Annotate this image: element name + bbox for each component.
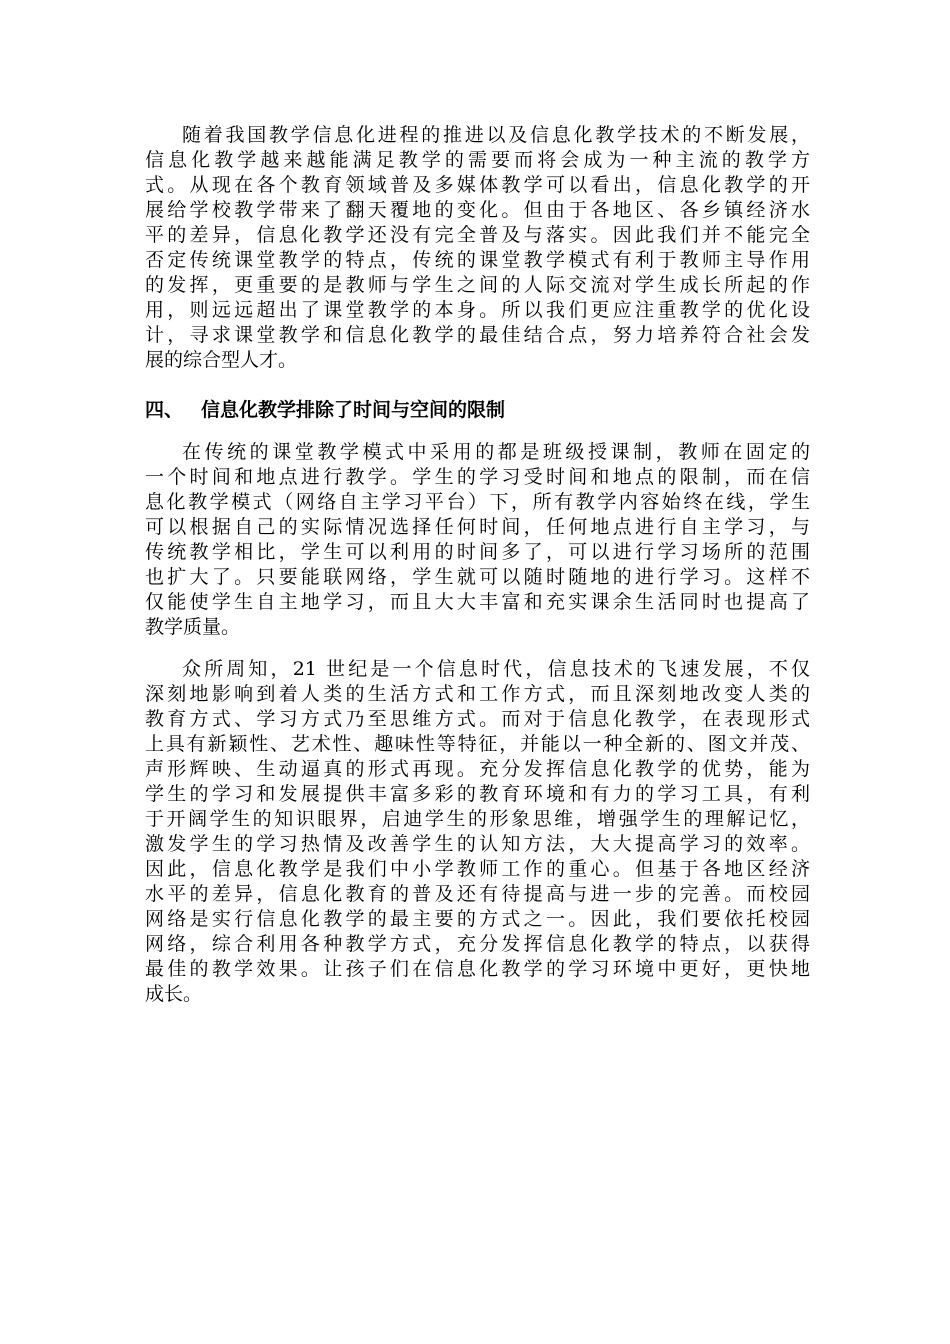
section-title: 信息化教学排除了时间与空间的限制 (201, 399, 506, 421)
text-line: 水平的差异，信息化教育的普及还有待提高与进一步的完善。而校园 (145, 883, 810, 905)
text-line: 深刻地影响到着人类的生活方式和工作方式，而且深刻地改变人类的 (145, 683, 810, 705)
section-number: 四、 (145, 399, 184, 421)
text-line: 教育方式、学习方式乃至思维方式。而对于信息化教学，在表现形式 (145, 708, 810, 730)
text-line: 仅能使学生自主地学习，而且大大丰富和充实课余生活同时也提高了 (145, 591, 810, 613)
text-line: 计，寻求课堂教学和信息化教学的最佳结合点，努力培养符合社会发 (145, 324, 810, 346)
text-line: 众所周知，21 世纪是一个信息时代，信息技术的飞速发展，不仅 (182, 658, 810, 680)
text-line: 一个时间和地点进行教学。学生的学习受时间和地点的限制，而在信 (145, 466, 810, 488)
text-line: 平的差异，信息化教学还没有完全普及与落实。因此我们并不能完全 (145, 224, 810, 246)
text-line: 可以根据自己的实际情况选择任何时间，任何地点进行自主学习，与 (145, 516, 810, 538)
text-line: 教学质量。 (145, 616, 241, 638)
text-line: 随着我国教学信息化进程的推进以及信息化教学技术的不断发展， (182, 124, 810, 146)
text-line: 成长。 (145, 983, 203, 1005)
text-line: 激发学生的学习热情及改善学生的认知方法，大大提高学习的效率。 (145, 833, 810, 855)
text-line: 信息化教学越来越能满足教学的需要而将会成为一种主流的教学方 (145, 149, 810, 171)
paragraph-3 (145, 657, 810, 1007)
text-line: 网络是实行信息化教学的最主要的方式之一。因此，我们要依托校园 (145, 908, 810, 930)
text-line: 用，则远远超出了课堂教学的本身。所以我们更应注重教学的优化设 (145, 299, 810, 321)
text-line: 也扩大了。只要能联网络，学生就可以随时随地的进行学习。这样不 (145, 566, 810, 588)
text-line: 学生的学习和发展提供丰富多彩的教育环境和有力的学习工具，有利 (145, 783, 810, 805)
text-line: 在传统的课堂教学模式中采用的都是班级授课制，教师在固定的 (182, 441, 810, 463)
text-line: 否定传统课堂教学的特点，传统的课堂教学模式有利于教师主导作用 (145, 249, 810, 271)
text-line: 展给学校教学带来了翻天覆地的变化。但由于各地区、各乡镇经济水 (145, 199, 810, 221)
paragraph-1 (145, 123, 810, 373)
text-line: 息化教学模式（网络自主学习平台）下，所有教学内容始终在线，学生 (145, 491, 810, 513)
text-line: 最佳的教学效果。让孩子们在信息化教学的学习环境中更好，更快地 (145, 958, 810, 980)
text-line: 声形辉映、生动逼真的形式再现。充分发挥信息化教学的优势，能为 (145, 758, 810, 780)
text-line: 的发挥，更重要的是教师与学生之间的人际交流对学生成长所起的作 (145, 274, 810, 296)
section-heading (145, 398, 505, 423)
text-line: 展的综合型人才。 (145, 349, 298, 371)
text-line: 式。从现在各个教育领域普及多媒体教学可以看出，信息化教学的开 (145, 174, 810, 196)
text-line: 传统教学相比，学生可以利用的时间多了，可以进行学习场所的范围 (145, 541, 810, 563)
text-line: 上具有新颖性、艺术性、趣味性等特征，并能以一种全新的、图文并茂、 (145, 733, 810, 755)
text-line: 于开阔学生的知识眼界，启迪学生的形象思维，增强学生的理解记忆， (145, 808, 810, 830)
text-line: 网络，综合利用各种教学方式，充分发挥信息化教学的特点，以获得 (145, 933, 810, 955)
paragraph-2 (145, 440, 810, 640)
text-line: 因此，信息化教学是我们中小学教师工作的重心。但基于各地区经济 (145, 858, 810, 880)
